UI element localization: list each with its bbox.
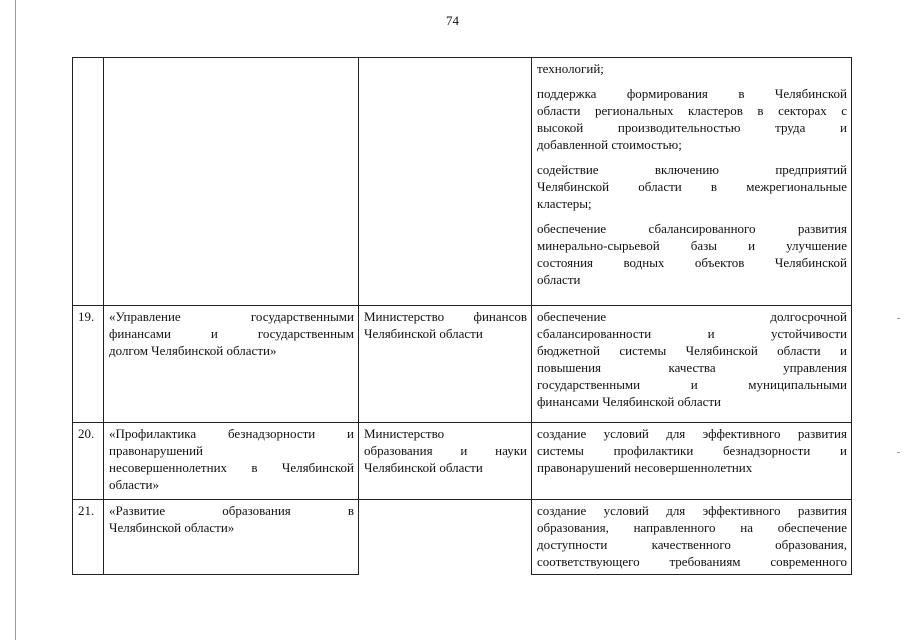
scan-edge-line (15, 0, 16, 640)
text-line: высокой производительностью труда и (537, 120, 847, 135)
table-row (73, 58, 852, 306)
goal-paragraph (537, 85, 847, 153)
program-name-cell (104, 500, 359, 575)
program-goals-cell (532, 423, 852, 500)
text-line: области (537, 272, 581, 287)
text-line: долгом Челябинской области» (109, 343, 277, 358)
program-goals-cell (532, 306, 852, 423)
program-name-cell (104, 58, 359, 306)
text-line: Челябинской области в межрегиональные (537, 179, 847, 194)
text-line: повышения качества управления (537, 360, 847, 375)
text-line: Министерство финансов (364, 309, 527, 324)
responsible-executor-cell (359, 423, 532, 500)
goal-paragraph (537, 60, 847, 77)
page-number: 74 (446, 13, 459, 28)
text-line: Челябинской области (364, 326, 483, 341)
text-line: обеспечение долгосрочной (537, 309, 847, 324)
text-line: технологий; (537, 61, 604, 76)
responsible-executor-cell (359, 306, 532, 423)
text-line: соответствующего требованиям современного (537, 554, 847, 569)
text-line: «Профилактика безнадзорности и (109, 426, 354, 441)
text-line: обеспечение сбалансированного развития (537, 221, 847, 236)
program-name-cell (104, 423, 359, 500)
goal-paragraph (537, 308, 847, 410)
program-goals-cell (532, 58, 852, 306)
scan-mark (897, 452, 900, 453)
program-name-cell (104, 306, 359, 423)
text-line: «Развитие образования в (109, 503, 354, 518)
table-row (73, 423, 852, 500)
text-line: бюджетной системы Челябинской области и (537, 343, 847, 358)
text-line: поддержка формирования в Челябинской (537, 86, 847, 101)
text-line: Министерство (364, 426, 445, 441)
goal-paragraph (537, 161, 847, 212)
text-line: состояния водных объектов Челябинской (537, 255, 847, 270)
programs-table (72, 57, 852, 575)
row-number-cell: 21. (73, 500, 104, 575)
row-number-cell (73, 58, 104, 306)
goal-paragraph (537, 425, 847, 476)
program-goals-cell (532, 500, 852, 575)
text-line: сбалансированности и устойчивости (537, 326, 847, 341)
text-line: Челябинской области» (109, 520, 235, 535)
text-line: области региональных кластеров в секторах с (537, 103, 847, 118)
text-line: системы профилактики безнадзорности и (537, 443, 847, 458)
text-line: государственными и муниципальными (537, 377, 847, 392)
text-line: образования, направленного на обеспечение (537, 520, 847, 535)
text-line: минерально-сырьевой базы и улучшение (537, 238, 847, 253)
text-line: области» (109, 477, 159, 492)
scan-mark (897, 318, 900, 319)
row-number-cell: 20. (73, 423, 104, 500)
text-line: правонарушений (109, 443, 203, 458)
text-line: «Управление государственными (109, 309, 354, 324)
table-body (73, 58, 852, 575)
text-line: Челябинской области (364, 460, 483, 475)
goal-paragraph (537, 502, 847, 570)
text-line: содействие включению предприятий (537, 162, 847, 177)
responsible-executor-cell (359, 500, 532, 575)
goal-paragraph (537, 220, 847, 288)
text-line: финансами и государственным (109, 326, 354, 341)
text-line: добавленной стоимостью; (537, 137, 682, 152)
text-line: несовершеннолетних в Челябинской (109, 460, 354, 475)
table-row (73, 500, 852, 575)
row-number-cell: 19. (73, 306, 104, 423)
table-row (73, 306, 852, 423)
text-line: доступности качественного образования, (537, 537, 847, 552)
text-line: кластеры; (537, 196, 592, 211)
text-line: правонарушений несовершеннолетних (537, 460, 753, 475)
text-line: создание условий для эффективного развития (537, 503, 847, 518)
text-line: образования и науки (364, 443, 527, 458)
text-line: финансами Челябинской области (537, 394, 721, 409)
responsible-executor-cell (359, 58, 532, 306)
text-line: создание условий для эффективного развития (537, 426, 847, 441)
